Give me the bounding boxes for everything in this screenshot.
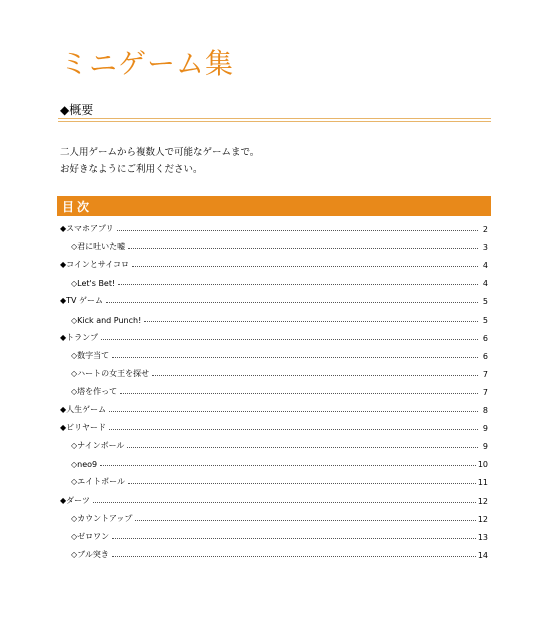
toc-entry-page: 12 [477,496,488,506]
toc-entry-label: ◇ハートの女王を探せ [71,368,150,378]
toc-entry-label: ◇Let's Bet! [71,279,116,289]
toc-entry-page: 3 [482,243,488,253]
toc-leader-dots [120,392,478,394]
toc-leader-dots [109,428,478,430]
toc-entry[interactable] [71,473,488,487]
toc-leader-dots [135,519,475,521]
overview-line-2: お好きなようにご利用ください。 [60,164,203,175]
toc-leader-dots [152,374,478,376]
toc-entry-page: 6 [482,351,488,361]
toc-entry-label: ◇ナインボール [71,441,125,451]
toc-entry-page: 13 [477,532,488,542]
document-title: ミニゲーム集 [60,47,235,80]
toc-entry[interactable] [71,528,488,542]
toc-leader-dots [93,501,476,503]
toc-entry[interactable] [71,347,488,361]
overview-line-1: 二人用ゲームから複数人で可能なゲームまで。 [60,147,260,158]
toc-entry[interactable] [60,256,488,270]
toc-entry-page: 9 [482,442,488,452]
toc-entry-page: 10 [477,460,488,470]
toc-entry-page: 2 [482,225,488,234]
overview-heading: ◆概要 [60,103,94,117]
toc-leader-dots [112,537,476,539]
toc-entry-label: ◇neo9 [71,460,98,470]
toc-entry[interactable] [60,492,488,506]
toc-leader-dots [128,482,476,484]
toc-leader-dots [144,320,478,322]
toc-leader-dots [127,446,478,448]
toc-leader-dots [112,356,478,358]
toc-entry[interactable] [71,383,488,397]
toc-entry[interactable] [60,220,488,234]
toc-entry-label: ◇Kick and Punch! [71,315,142,325]
toc-leader-dots [106,301,478,303]
toc-entry-page: 5 [482,297,488,307]
toc-leader-dots [101,338,478,340]
toc-entry-label: ◇エイトボール [71,477,125,487]
toc-entry-page: 4 [482,261,488,271]
toc-leader-dots [109,410,478,412]
toc-entry-label: ◆トランプ [60,332,99,342]
toc-entry[interactable] [60,329,488,343]
toc-entry-page: 11 [477,478,488,488]
toc-entry-page: 12 [477,514,488,524]
toc-entry-label: ◇カウントアップ [71,513,133,523]
toc-entry-page: 6 [482,333,488,343]
toc-entry-label: ◆TV ゲーム [60,296,104,306]
toc-leader-dots [100,464,476,466]
toc-entry-label: ◆人生ゲーム [60,405,107,414]
toc-entry-page: 5 [482,315,488,325]
toc-entry-label: ◇君に吐いた嘘 [71,242,126,252]
toc-entry[interactable] [60,419,488,433]
toc-leader-dots [128,247,478,249]
toc-entry-label: ◇塔を作って [71,386,118,396]
toc-leader-dots [132,265,478,267]
toc-heading: 目次 [62,200,93,214]
toc-entry[interactable] [71,365,488,379]
toc-entry[interactable] [71,274,488,288]
toc-entry-label: ◇ブル突き [71,549,109,559]
toc-leader-dots [117,229,478,231]
toc-entry-page: 4 [482,279,488,289]
toc-leader-dots [112,555,476,557]
toc-entry-label: ◆スマホアプリ [60,224,114,233]
toc-entry[interactable] [71,546,488,560]
toc-entry-page: 7 [482,369,488,379]
toc-entry-label: ◆ダーツ [60,495,90,505]
toc-entry[interactable] [71,238,488,252]
toc-entry-page: 9 [482,424,488,434]
toc-leader-dots [118,283,478,285]
toc-entry[interactable] [71,510,488,524]
toc-entry-label: ◇ゼロワン [71,531,110,541]
toc-entry-label: ◆ビリヤード [60,423,106,433]
toc-entry-page: 8 [482,406,488,415]
toc-entry-page: 7 [482,387,488,397]
toc-entry[interactable] [60,401,488,415]
toc-entry-page: 14 [477,550,488,560]
toc-entry[interactable] [71,455,488,469]
toc-entry[interactable] [71,437,488,451]
toc-entry[interactable] [60,292,488,306]
toc-entry-label: ◆コインとサイコロ [60,260,130,270]
toc-entry[interactable] [71,311,488,325]
toc-entry-label: ◇数字当て [71,350,110,360]
